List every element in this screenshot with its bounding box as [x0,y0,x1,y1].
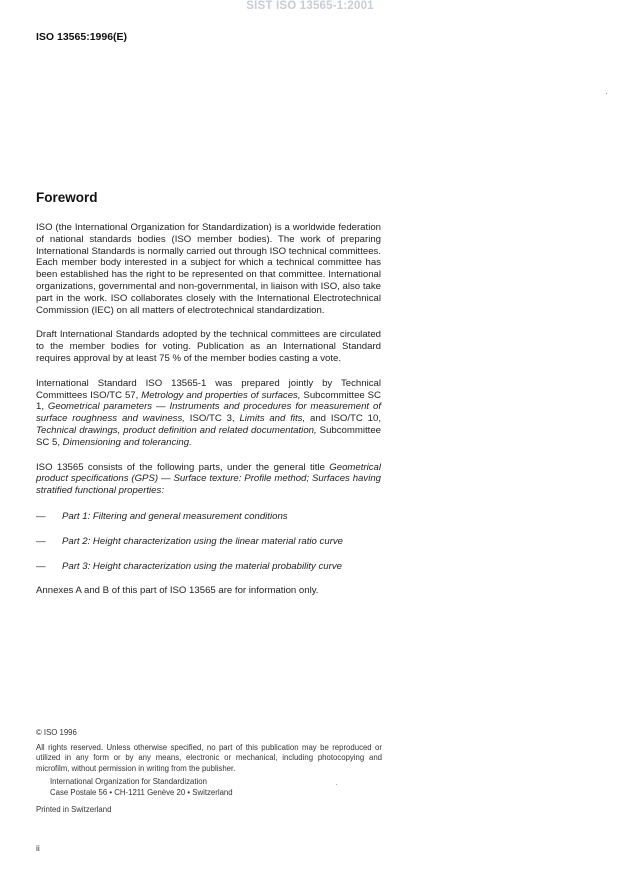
dash-bullet: — [36,535,46,547]
committee-name: Technical drawings, product definition and related documentation, [36,424,317,436]
rights-statement: All rights reserved. Unless otherwise specified, no part of this publication may be reproduced or utilized in any form or by any means, electronic or mechanical, including photocopying and microfilm, without permission in writing from the publisher. [36,742,382,773]
text-run: Subcommittee SC 1, [36,389,381,413]
dash-bullet: — [36,510,46,522]
paragraph-preparation [36,378,381,449]
text-run: ISO/TC 3, [184,413,240,425]
organization-name: International Organization for Standardization [50,777,207,787]
list-item [36,536,381,548]
subcommittee-name: Dimensioning and tolerancing. [62,436,192,448]
committee-name: Limits and fits, [239,413,306,425]
scan-speck [336,784,337,785]
paragraph-annexes: Annexes A and B of this part of ISO 13565 are for information only. [36,585,319,597]
page-title: Foreword [36,190,98,205]
printed-in: Printed in Switzerland [36,804,112,814]
text-run: Subcommittee SC 5, [36,424,381,448]
text-run: ISO 13565 consists of the following parts, under the general title [36,461,330,473]
page-number: ii [36,843,40,853]
foreword-body [36,222,381,610]
copyright-notice: © ISO 1996 [36,728,77,737]
list-item [36,561,381,573]
part-title: Part 1: Filtering and general measurement conditions [62,510,288,522]
text-run: and ISO/TC 10, [305,413,381,425]
committee-name: Metrology and properties of surfaces, [141,389,301,401]
subcommittee-name: Geometrical parameters — Instruments and procedures for measurement of surface roughness and waviness, [36,401,381,425]
part-title: Part 3: Height characterization using the material probability curve [62,560,342,572]
watermark: SIST ISO 13565-1:2001 [246,0,374,12]
list-item [36,511,381,523]
general-title: Geometrical product specifications (GPS) — Surface texture: Profile method; Surfaces having stratified functional properties: [36,461,381,497]
dash-bullet: — [36,560,46,572]
organization-address: Case Postale 56 • CH-1211 Genève 20 • Switzerland [50,787,233,797]
paragraph-iso-intro: ISO (the International Organization for Standardization) is a worldwide federation of national standards bodies (ISO member bodies). The work of preparing International Standards is normally carried out through ISO technical committees. Each member body interested in a subject for which a technical committee has been established has the right to be represented on that committee. International organizations, governmental and non-governmental, in liaison with ISO, also take part in the work. ISO collaborates closely with the International Electrotechnical Commission (IEC) on all matters of electrotechnical standardization. [36,222,382,316]
paragraph-parts-intro [36,462,381,497]
text-run: International Standard ISO 13565-1 was prepared jointly by Technical Committees ISO/TC 57, [36,377,381,401]
copyright-block [36,728,382,815]
document-id: ISO 13565:1996(E) [36,31,128,43]
part-title: Part 2: Height characterization using the linear material ratio curve [62,535,344,547]
paragraph-draft-standards: Draft International Standards adopted by the technical committees are circulated to the member bodies for voting. Publication as an International Standard requires approval by at least 75 % of the member bodies casting a vote. [36,329,381,364]
scan-speck [606,93,607,94]
